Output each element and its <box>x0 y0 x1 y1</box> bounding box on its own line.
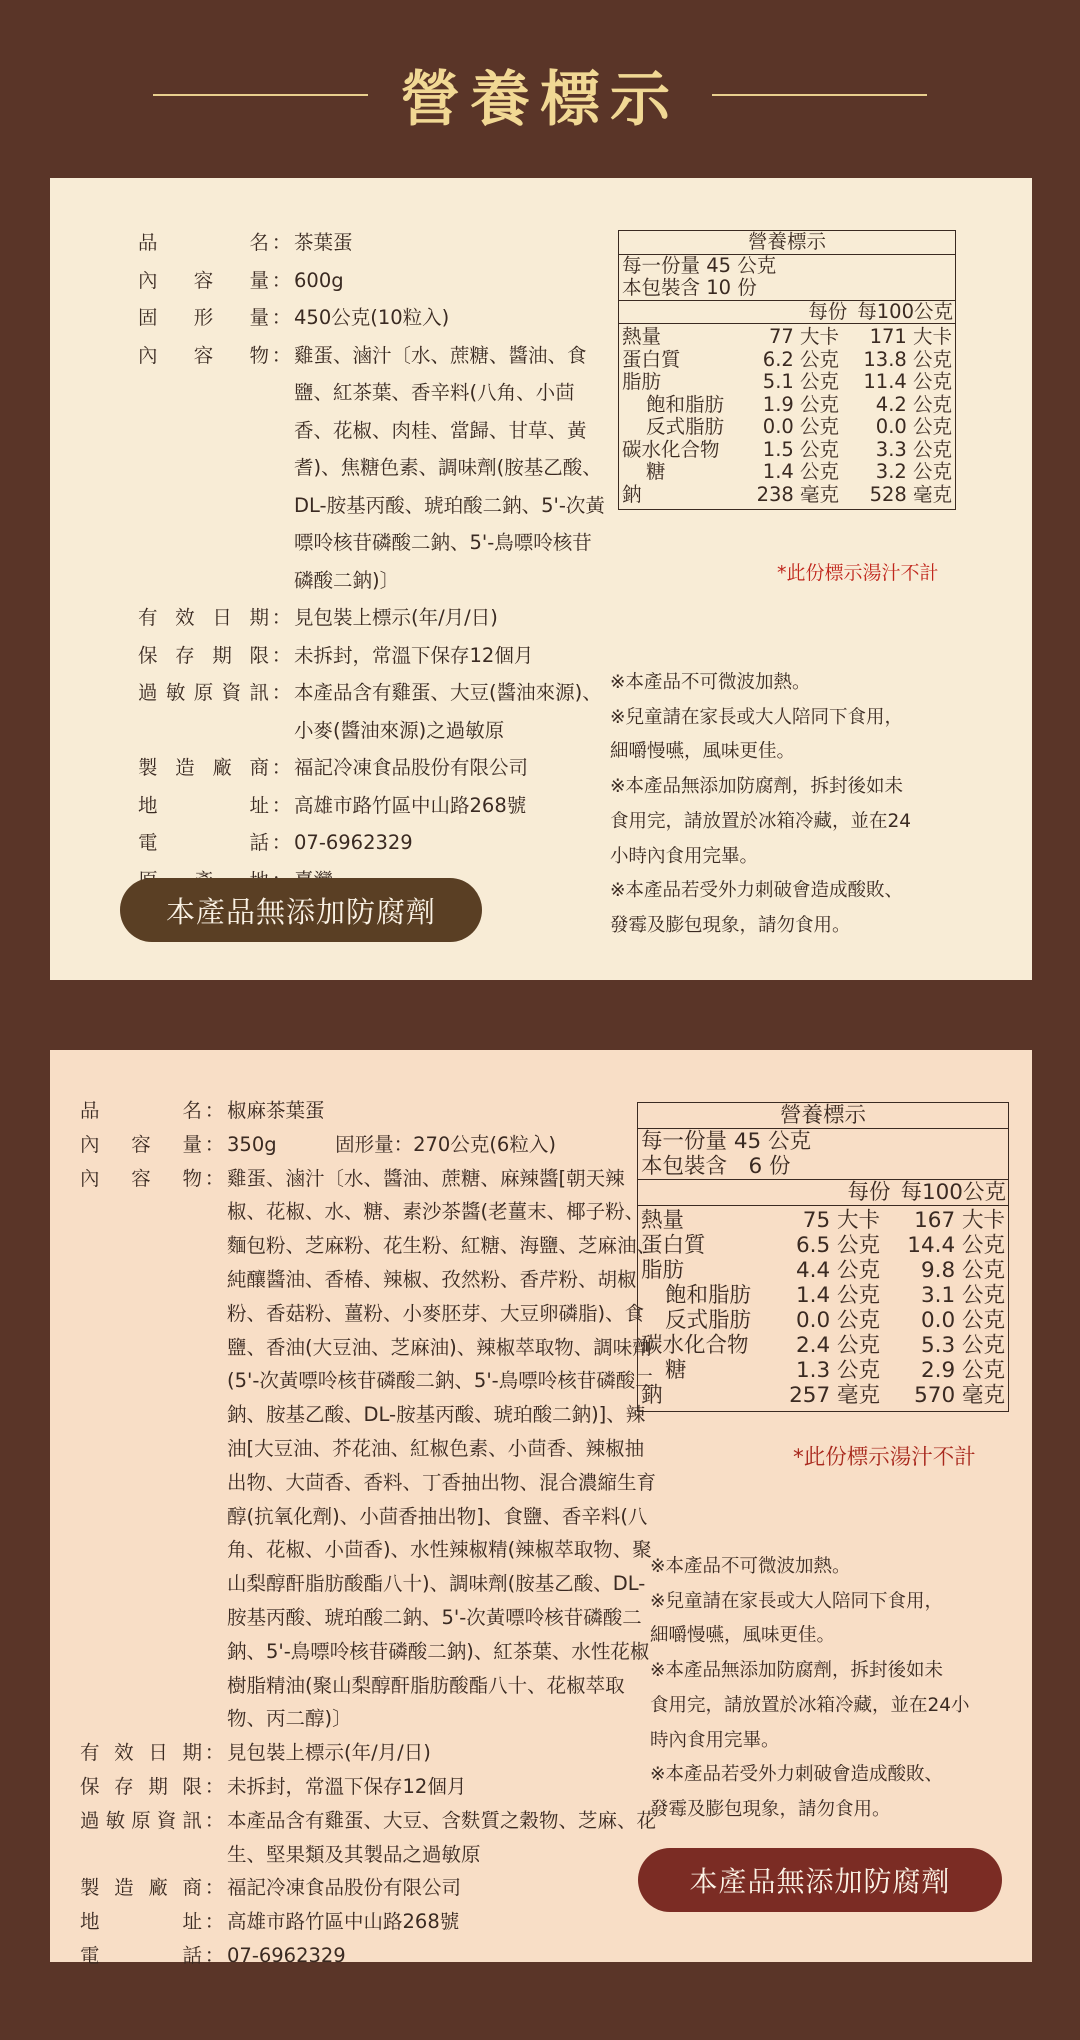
info-row <box>80 1871 660 1905</box>
nutrient-name: 反式脂肪 <box>665 1308 752 1333</box>
info-label: 電 話 <box>80 1943 202 1967</box>
nutrient-name: 熱量 <box>622 325 662 348</box>
info-value: 見包裝上標示(年/月/日) <box>294 606 498 629</box>
info-row <box>80 1939 660 1973</box>
info-colon: ： <box>271 831 292 854</box>
nutrient-per-serving: 1.4 公克 <box>762 460 839 483</box>
nutrition-table <box>637 1102 1009 1412</box>
nutrient-per-100g: 5.3 公克 <box>920 1333 1005 1358</box>
info-colon: ： <box>204 1876 225 1900</box>
servings-per-package: 本包裝含 10 份 <box>622 276 757 299</box>
info-value: 本產品含有雞蛋、大豆(醬油來源)、小麥(醬油來源)之過敏原 <box>294 681 602 742</box>
nutrition-column-headers <box>638 1180 1008 1206</box>
nutrient-per-100g: 3.3 公克 <box>875 437 952 461</box>
nutrient-per-serving: 6.5 公克 <box>795 1233 880 1258</box>
nutrition-row <box>638 1258 1008 1283</box>
no-preservative-badge: 本產品無添加防腐劑 <box>638 1848 1002 1912</box>
col-per-100g: 每100公克 <box>900 1180 1006 1205</box>
nutrition-table <box>618 230 956 510</box>
nutrition-column-headers <box>619 301 955 325</box>
info-label: 內 容 量 <box>138 268 269 292</box>
info-colon: ： <box>271 306 292 329</box>
nutrition-title: 營養標示 <box>638 1103 1008 1129</box>
nutrition-footnote: *此份標示湯汁不計 <box>793 1445 976 1470</box>
nutrient-per-serving: 1.9 公克 <box>762 392 839 416</box>
nutrient-per-serving: 1.3 公克 <box>795 1358 880 1383</box>
info-row <box>138 599 608 637</box>
info-label: 有 效 日 期 <box>138 606 269 629</box>
info-label: 地 址 <box>80 1910 202 1934</box>
info-colon: ： <box>271 793 292 817</box>
info-value: 茶葉蛋 <box>294 231 353 254</box>
nutrient-name: 脂肪 <box>622 370 662 393</box>
info-colon: ： <box>204 1943 225 1967</box>
nutrition-row <box>638 1308 1008 1333</box>
info-colon: ： <box>204 1808 225 1832</box>
info-row <box>80 1804 660 1872</box>
info-colon: ： <box>271 643 292 667</box>
nutrition-rows <box>638 1206 1008 1411</box>
serving-size: 每一份量 45 公克 <box>641 1129 812 1154</box>
nutrient-name: 鈉 <box>641 1383 663 1408</box>
col-per-serving: 每份 <box>847 1180 891 1205</box>
nutrition-row <box>619 461 955 484</box>
info-label: 製 造 廠 商 <box>80 1876 202 1900</box>
nutrient-name: 脂肪 <box>641 1258 685 1283</box>
usage-notes: ※本產品不可微波加熱。 ※兒童請在家長或大人陪同下食用， 細嚼慢嚥，風味更佳。 ※本產品無添加防腐劑，拆封後如未 食用完，請放置於冰箱冷藏，並在24小 時內食用完畢。 ※本產品若受外力刺破會造成酸敗、 發霉及膨包現象，請勿食用。 <box>650 1556 970 1820</box>
info-label: 地 址 <box>138 793 269 817</box>
nutrient-per-100g: 4.2 公克 <box>875 392 952 416</box>
info-colon: ： <box>204 1099 225 1122</box>
info-row <box>80 1094 660 1128</box>
nutrient-per-100g: 14.4 公克 <box>907 1233 1005 1258</box>
nutrient-name: 熱量 <box>641 1208 685 1233</box>
product-info <box>138 224 608 899</box>
nutrition-title: 營養標示 <box>619 231 955 255</box>
header-rule-right <box>712 94 927 96</box>
nutrition-row <box>619 439 955 462</box>
info-label: 內 容 量 <box>80 1132 202 1156</box>
info-colon: ： <box>271 681 292 704</box>
nutrient-name: 糖 <box>665 1358 687 1383</box>
info-row <box>138 637 608 675</box>
nutrient-per-serving: 0.0 公克 <box>762 415 839 438</box>
info-value: 椒麻茶葉蛋 <box>227 1099 325 1122</box>
info-value: 雞蛋、滷汁〔水、醬油、蔗糖、麻辣醬[朝天辣椒、花椒、水、糖、素沙茶醬(老薑末、椰子粉、麵包粉、芝麻粉、花生粉、紅糖、海鹽、芝麻油、純釀醬油、香椿、辣椒、孜然粉、香芹粉、胡椒粉、香菇粉、薑粉、小麥胚芽、大豆卵磷脂)、食鹽、香油(大豆油、芝麻油)、辣椒萃取物、調味劑(5'-次黃嘌呤核苷磷酸二鈉、5'-鳥嘌呤核苷磷酸二鈉、胺基乙酸、DL-胺基丙酸、琥珀酸二鈉)]、辣油[大豆油、芥花油、紅椒色素、小茴香、辣椒抽出物、大茴香、香料、丁香抽出物、混合濃縮生育醇(抗氧化劑)、小茴香抽出物]、食鹽、香辛料(八角、花椒、小茴香)、水性辣椒精(辣椒萃取物、聚山梨醇酐脂肪酸酯八十)、調味劑(胺基乙酸、DL-胺基丙酸、琥珀酸二鈉、5'-次黃嘌呤核苷磷酸二鈉、5'-鳥嘌呤核苷磷酸二鈉)、紅茶葉、水性花椒樹脂精油(聚山梨醇酐脂肪酸酯八十、花椒萃取物、丙二醇)〕 <box>227 1166 657 1731</box>
usage-notes: ※本產品不可微波加熱。 ※兒童請在家長或大人陪同下食用， 細嚼慢嚥，風味更佳。 ※本產品無添加防腐劑，拆封後如未 食用完，請放置於冰箱冷藏，並在24 小時內食用完畢。 ※本產品若受外力刺破會造成酸敗、 發霉及膨包現象，請勿食用。 <box>610 672 912 936</box>
nutrition-row <box>638 1283 1008 1308</box>
info-value: 450公克(10粒入) <box>294 306 450 329</box>
nutrient-per-100g: 13.8 公克 <box>863 347 952 371</box>
nutrient-per-100g: 3.1 公克 <box>920 1283 1005 1308</box>
no-preservative-badge: 本產品無添加防腐劑 <box>120 878 482 942</box>
nutrient-per-serving: 75 大卡 <box>802 1208 880 1233</box>
info-value: 高雄市路竹區中山路268號 <box>294 793 527 817</box>
nutrition-row <box>638 1383 1008 1408</box>
col-per-100g: 每100公克 <box>857 299 953 323</box>
nutrient-name: 鈉 <box>622 482 642 506</box>
nutrient-per-100g: 11.4 公克 <box>863 370 952 393</box>
info-label: 固 形 量 <box>138 306 269 329</box>
header-rule-left <box>153 94 368 96</box>
nutrition-row <box>638 1358 1008 1383</box>
info-colon: ： <box>271 756 292 779</box>
info-colon: ： <box>271 231 292 254</box>
info-value: 高雄市路竹區中山路268號 <box>227 1910 460 1934</box>
nutrient-per-100g: 0.0 公克 <box>920 1308 1005 1333</box>
info-row <box>138 337 608 600</box>
info-row <box>138 224 608 262</box>
info-label: 保 存 期 限 <box>80 1774 202 1798</box>
info-row <box>138 787 608 825</box>
nutrient-per-100g: 171 大卡 <box>869 325 952 348</box>
nutrient-name: 糖 <box>646 460 666 483</box>
servings-per-package: 本包裝含 6 份 <box>641 1154 791 1179</box>
info-value: 350g 固形量：270公克(6粒入) <box>227 1132 556 1156</box>
info-label: 電 話 <box>138 831 269 854</box>
info-row <box>138 299 608 337</box>
nutrient-name: 反式脂肪 <box>646 415 725 438</box>
nutrient-name: 碳水化合物 <box>622 437 720 461</box>
info-colon: ： <box>204 1166 225 1190</box>
product-card-tea-egg <box>50 178 1032 980</box>
info-colon: ： <box>271 343 292 367</box>
product-info <box>80 1094 660 1973</box>
nutrient-per-serving: 257 毫克 <box>789 1383 880 1408</box>
info-row <box>138 262 608 300</box>
info-value: 雞蛋、滷汁〔水、蔗糖、醬油、食鹽、紅茶葉、香辛料(八角、小茴香、花椒、肉桂、當歸、甘草、黃耆)、焦糖色素、調味劑(胺基乙酸、DL-胺基丙酸、琥珀酸二鈉、5'-次黃嘌呤核苷磷酸二鈉、5'-鳥嘌呤核苷磷酸二鈉)〕 <box>294 343 605 592</box>
info-value: 本產品含有雞蛋、大豆、含麩質之穀物、芝麻、花生、堅果類及其製品之過敏原 <box>227 1808 657 1866</box>
info-row <box>138 749 608 787</box>
info-label: 製 造 廠 商 <box>138 756 269 779</box>
nutrition-row <box>619 349 955 372</box>
info-row <box>80 1770 660 1804</box>
info-value: 600g <box>294 268 344 292</box>
info-value: 福記冷凍食品股份有限公司 <box>227 1876 462 1900</box>
nutrition-rows <box>619 324 955 509</box>
info-row <box>138 824 608 862</box>
nutrient-per-serving: 5.1 公克 <box>762 370 839 393</box>
info-label: 品 名 <box>80 1099 202 1122</box>
nutrient-per-100g: 167 大卡 <box>914 1208 1005 1233</box>
nutrient-per-100g: 2.9 公克 <box>920 1358 1005 1383</box>
nutrition-row <box>619 416 955 439</box>
nutrition-row <box>638 1233 1008 1258</box>
nutrition-row <box>619 371 955 394</box>
nutrient-per-100g: 0.0 公克 <box>875 415 952 438</box>
nutrient-per-serving: 1.4 公克 <box>795 1283 880 1308</box>
info-label: 有 效 日 期 <box>80 1741 202 1765</box>
info-colon: ： <box>271 606 292 629</box>
info-row <box>80 1736 660 1770</box>
info-value: 未拆封，常溫下保存12個月 <box>294 643 534 667</box>
nutrient-name: 蛋白質 <box>641 1233 706 1258</box>
info-row <box>80 1162 660 1737</box>
info-colon: ： <box>204 1774 225 1798</box>
nutrition-serving-info <box>638 1129 1008 1180</box>
nutrient-name: 飽和脂肪 <box>665 1283 752 1308</box>
info-value: 07-6962329 <box>227 1943 346 1967</box>
info-label: 內 容 物 <box>138 343 269 367</box>
info-label: 內 容 物 <box>80 1166 202 1190</box>
nutrient-per-serving: 6.2 公克 <box>762 347 839 371</box>
nutrient-per-serving: 238 毫克 <box>756 482 839 506</box>
nutrient-per-serving: 1.5 公克 <box>762 437 839 461</box>
nutrition-row <box>619 484 955 507</box>
info-label: 過 敏 原 資 訊 <box>138 681 269 704</box>
info-colon: ： <box>204 1132 225 1156</box>
nutrient-name: 碳水化合物 <box>641 1333 749 1358</box>
nutrient-per-serving: 4.4 公克 <box>795 1258 880 1283</box>
nutrition-serving-info <box>619 255 955 301</box>
info-colon: ： <box>204 1910 225 1934</box>
nutrient-per-100g: 528 毫克 <box>869 482 952 506</box>
info-value: 見包裝上標示(年/月/日) <box>227 1741 431 1765</box>
nutrition-row <box>619 326 955 349</box>
nutrient-per-100g: 9.8 公克 <box>920 1258 1005 1283</box>
nutrition-row <box>638 1333 1008 1358</box>
nutrition-footnote: *此份標示湯汁不計 <box>777 562 939 584</box>
nutrition-row <box>638 1208 1008 1233</box>
serving-size: 每一份量 45 公克 <box>622 253 777 277</box>
product-card-spicy-tea-egg <box>50 1050 1032 1967</box>
page-header <box>0 40 1080 150</box>
nutrient-name: 飽和脂肪 <box>646 392 725 416</box>
nutrient-per-serving: 0.0 公克 <box>795 1308 880 1333</box>
nutrition-row <box>619 394 955 417</box>
page-title: 營養標示 <box>400 65 680 135</box>
info-value: 07-6962329 <box>294 831 413 854</box>
info-label: 品 名 <box>138 231 269 254</box>
info-value: 未拆封，常溫下保存12個月 <box>227 1774 467 1798</box>
col-per-serving: 每份 <box>808 299 848 323</box>
info-value: 福記冷凍食品股份有限公司 <box>294 756 529 779</box>
info-label: 過 敏 原 資 訊 <box>80 1808 202 1832</box>
info-row <box>80 1128 660 1162</box>
info-row <box>80 1905 660 1939</box>
info-colon: ： <box>271 268 292 292</box>
info-colon: ： <box>204 1741 225 1765</box>
nutrient-name: 蛋白質 <box>622 347 681 371</box>
nutrient-per-100g: 3.2 公克 <box>875 460 952 483</box>
info-label: 保 存 期 限 <box>138 643 269 667</box>
info-row <box>138 674 608 749</box>
nutrient-per-serving: 2.4 公克 <box>795 1333 880 1358</box>
nutrient-per-100g: 570 毫克 <box>914 1383 1005 1408</box>
nutrient-per-serving: 77 大卡 <box>768 325 839 348</box>
